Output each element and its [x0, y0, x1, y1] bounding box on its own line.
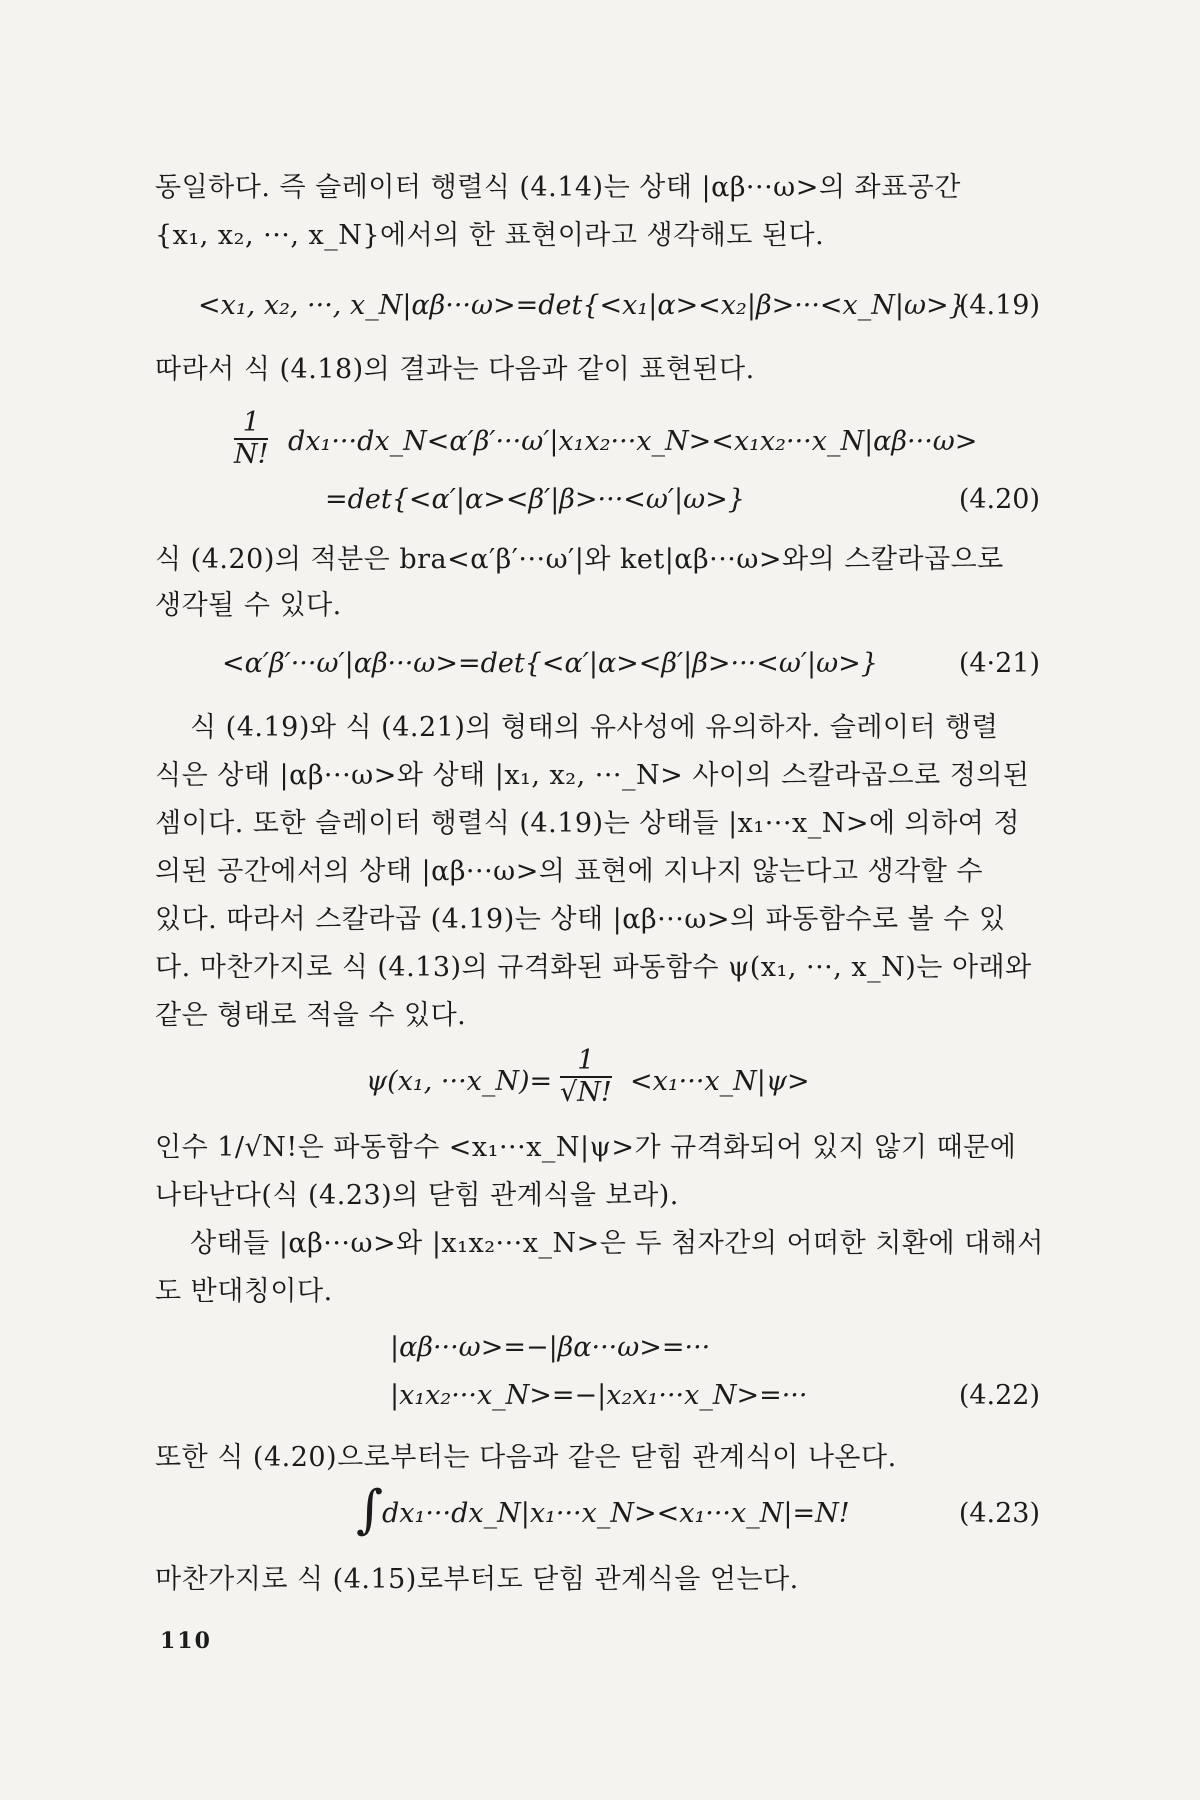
- fraction-denominator: √N!: [560, 1077, 612, 1108]
- fraction-numerator: 1: [560, 1046, 612, 1078]
- fraction-1-over-n-factorial: [234, 408, 268, 470]
- text-line: 생각될 수 있다.: [155, 590, 342, 621]
- equation-psi-right: <x₁···x_N|ψ>: [630, 1066, 810, 1097]
- equation-number: (4.20): [958, 484, 1040, 515]
- page-number: 110: [160, 1628, 212, 1654]
- equation-4-21: <α′β′···ω′|αβ···ω>=det{<α′|α><β′|β>···<ω′|ω>}: [222, 648, 878, 679]
- text-line: 또한 식 (4.20)으로부터는 다음과 같은 닫힘 관계식이 나온다.: [155, 1442, 897, 1473]
- equation-number: (4.22): [958, 1380, 1040, 1411]
- text-line: 식은 상태 |αβ···ω>와 상태 |x₁, x₂, ···_N> 사이의 스칼라곱으로 정의된: [155, 760, 1030, 791]
- equation-4-20-line2: =det{<α′|α><β′|β>···<ω′|ω>}: [325, 484, 745, 515]
- text-line: 나타난다(식 (4.23)의 닫힘 관계식을 보라).: [155, 1180, 679, 1211]
- equation-4-22-line1: |αβ···ω>=−|βα···ω>=···: [390, 1332, 711, 1363]
- text-line: 셈이다. 또한 슬레이터 행렬식 (4.19)는 상태들 |x₁···x_N>에 의하여 정: [155, 808, 1021, 839]
- text-line: 식 (4.20)의 적분은 bra<α′β′···ω′|와 ket|αβ···ω>와의 스칼라곱으로: [155, 544, 1004, 575]
- equation-4-23: dx₁···dx_N|x₁···x_N><x₁···x_N|=N!: [382, 1498, 850, 1529]
- text-line: 상태들 |αβ···ω>와 |x₁x₂···x_N>은 두 첨자간의 어떠한 치환에 대해서: [190, 1228, 1044, 1259]
- fraction-numerator: 1: [234, 408, 268, 440]
- fraction-denominator: N!: [234, 439, 269, 470]
- fraction-1-over-sqrt-n-factorial: [560, 1046, 612, 1108]
- integral-sign: ∫: [356, 1480, 384, 1540]
- equation-number: (4.19): [958, 290, 1040, 321]
- equation-number: (4.23): [958, 1498, 1040, 1529]
- equation-psi-left: ψ(x₁, ···x_N)=: [366, 1066, 553, 1097]
- equation-4-22-line2: |x₁x₂···x_N>=−|x₂x₁···x_N>=···: [390, 1380, 808, 1411]
- text-line: 인수 1/√N!은 파동함수 <x₁···x_N|ψ>가 규격화되어 있지 않기 때문에: [155, 1132, 1017, 1163]
- text-line: 의된 공간에서의 상태 |αβ···ω>의 표현에 지나지 않는다고 생각할 수: [155, 856, 983, 887]
- text-line: {x₁, x₂, ···, x_N}에서의 한 표현이라고 생각해도 된다.: [155, 220, 825, 251]
- text-line: 도 반대칭이다.: [155, 1276, 333, 1307]
- text-line: 따라서 식 (4.18)의 결과는 다음과 같이 표현된다.: [155, 354, 755, 385]
- text-line: 다. 마찬가지로 식 (4.13)의 규격화된 파동함수 ψ(x₁, ···, x_N)는 아래와: [155, 952, 1032, 983]
- text-line: 식 (4.19)와 식 (4.21)의 형태의 유사성에 유의하자. 슬레이터 행렬: [190, 712, 999, 743]
- text-line: 동일하다. 즉 슬레이터 행렬식 (4.14)는 상태 |αβ···ω>의 좌표공간: [155, 172, 961, 203]
- equation-4-19: <x₁, x₂, ···, x_N|αβ···ω>=det{<x₁|α><x₂|β>···<x_N|ω>}: [198, 290, 966, 321]
- text-line: 같은 형태로 적을 수 있다.: [155, 1000, 467, 1031]
- equation-number: (4·21): [958, 648, 1040, 679]
- text-line: 마찬가지로 식 (4.15)로부터도 닫힘 관계식을 얻는다.: [155, 1564, 799, 1595]
- text-line: 있다. 따라서 스칼라곱 (4.19)는 상태 |αβ···ω>의 파동함수로 볼 수 있: [155, 904, 1006, 935]
- equation-4-20-line1: dx₁···dx_N<α′β′···ω′|x₁x₂···x_N><x₁x₂···x_N|αβ···ω>: [288, 426, 978, 457]
